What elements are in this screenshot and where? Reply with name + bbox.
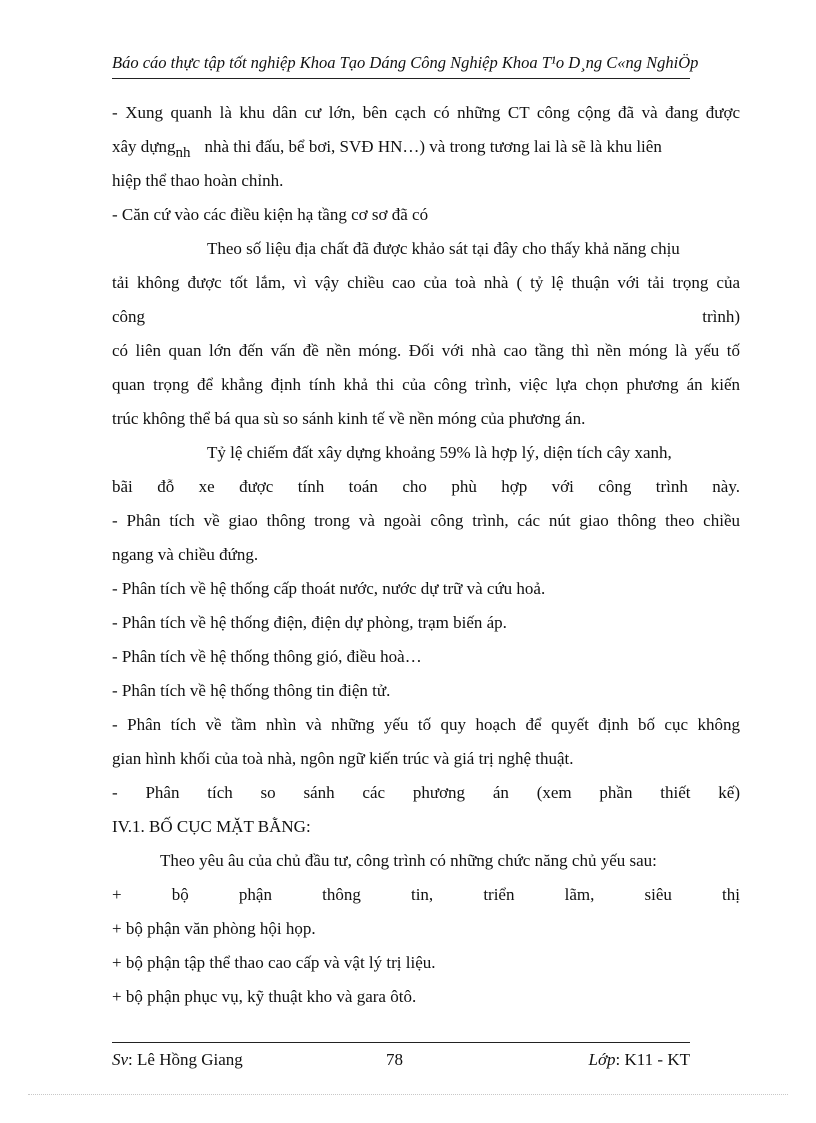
footer-divider xyxy=(112,1042,690,1043)
text-line: Tỷ lệ chiếm đất xây dựng khoảng 59% là hợp lý, diện tích cây xanh, xyxy=(207,443,672,462)
text-line: - Phân tích so sánh các phương án (xem phần thiết kế) xyxy=(112,783,740,802)
footer-student xyxy=(112,1050,243,1070)
text-line: - Căn cứ vào các điều kiện hạ tầng cơ sơ đã có xyxy=(112,205,429,224)
text-line: - Phân tích về hệ thống thông tin điện tử. xyxy=(112,681,391,700)
page-number: 78 xyxy=(386,1050,403,1069)
text-line: hiệp thể thao hoàn chỉnh. xyxy=(112,171,284,190)
text-line: ngang và chiều đứng. xyxy=(112,545,259,564)
text-line: gian hình khối của toà nhà, ngôn ngữ kiến trúc và giá trị nghệ thuật. xyxy=(112,749,574,768)
header-divider xyxy=(112,78,690,79)
text-line: - Xung quanh là khu dân cư lớn, bên cạch có những CT công cộng đã và đang được xyxy=(112,103,740,122)
text-line: - Phân tích về hệ thống điện, điện dự phòng, trạm biến áp. xyxy=(112,613,507,632)
page-footer xyxy=(112,1050,690,1072)
text-line: Theo yêu âu của chủ đầu tư, công trình có những chức năng chủ yếu sau: xyxy=(160,851,657,870)
list-item: + bộ phận phục vụ, kỹ thuật kho và gara ôtô. xyxy=(112,987,417,1006)
student-name: : Lê Hồng Giang xyxy=(128,1050,243,1069)
text-line: tải không được tốt lắm, vì vậy chiều cao của toà nhà ( tỷ lệ thuận với tải trọng của xyxy=(112,273,740,292)
text-line: quan trọng để khẳng định tính khả thi của công trình, việc lựa chọn phương án kiến xyxy=(112,375,740,394)
text-line: - Phân tích về hệ thống thông gió, điều hoà… xyxy=(112,647,422,666)
page-edge-divider xyxy=(28,1094,788,1095)
list-item: + bộ phận thông tin, triển lãm, siêu thị xyxy=(112,885,740,904)
page-header xyxy=(112,54,732,72)
text-line: - Phân tích về hệ thống cấp thoát nước, nước dự trữ và cứu hoả. xyxy=(112,579,546,598)
text-line: công trình) xyxy=(112,307,740,326)
student-label: Sv xyxy=(112,1050,129,1069)
text-line: bãi đỗ xe được tính toán cho phù hợp với công trình này. xyxy=(112,477,740,496)
text-line: - Phân tích về giao thông trong và ngoài công trình, các nút giao thông theo chiều xyxy=(112,511,740,530)
document-body xyxy=(112,96,740,1014)
text-line: có liên quan lớn đến vấn đề nền móng. Đối với nhà cao tầng thì nền móng là yếu tố xyxy=(112,341,740,360)
class-label: Lớp xyxy=(588,1050,616,1069)
header-title: Báo cáo thực tập tốt nghiệp Khoa Tạo Dáng Công Nghiệp Khoa T¹o D¸ng C«ng NghiÖp xyxy=(112,53,699,72)
text-line xyxy=(112,130,740,164)
class-value: : K11 - KT xyxy=(615,1050,690,1069)
text-line: - Phân tích về tầm nhìn và những yếu tố quy hoạch để quyết định bố cục không xyxy=(112,715,740,734)
text-fragment-subscript: nh xyxy=(175,145,191,161)
text-fragment: nhà thi đấu, bể bơi, SVĐ HN…) và trong tương lai là sẽ là khu liên xyxy=(204,137,662,156)
text-line: trúc không thể bá qua sù so sánh kinh tế về nền móng của phương án. xyxy=(112,409,586,428)
footer-class xyxy=(589,1050,690,1070)
text-fragment: xây dựng xyxy=(112,137,176,156)
list-item: + bộ phận tập thể thao cao cấp và vật lý trị liệu. xyxy=(112,953,436,972)
text-line: Theo số liệu địa chất đã được khảo sát tại đây cho thấy khả năng chịu xyxy=(207,239,680,258)
section-heading: IV.1. BỐ CỤC MẶT BẰNG: xyxy=(112,817,311,836)
list-item: + bộ phận văn phòng hội họp. xyxy=(112,919,316,938)
